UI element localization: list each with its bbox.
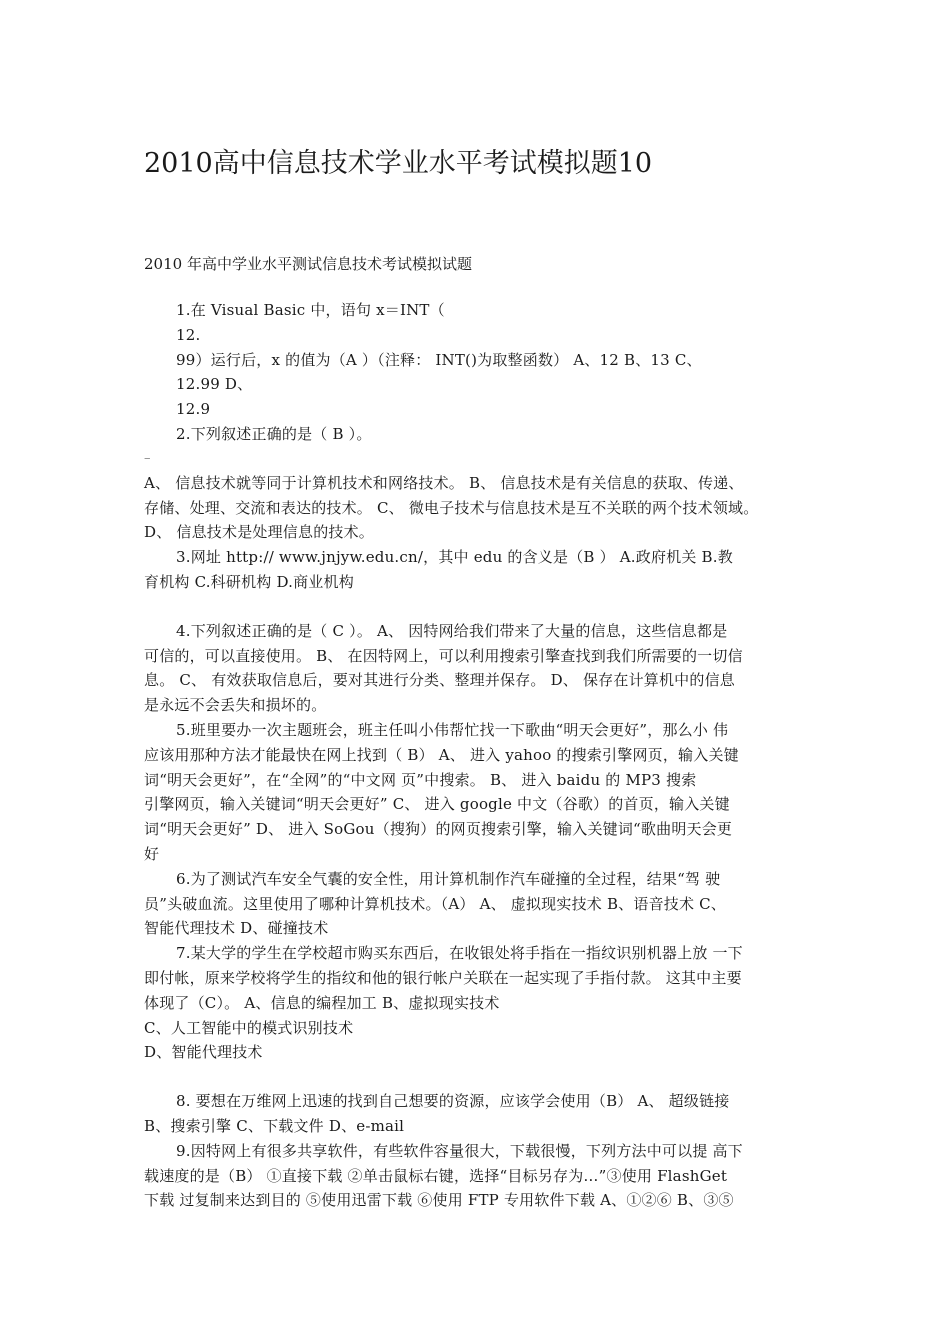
document-subtitle: 2010 年高中学业水平测试信息技术考试模拟试题	[144, 255, 472, 273]
text-line: 12.9	[176, 400, 211, 419]
text-line: 词“明天会更好”，在“全网”的“中文网 页”中搜索。 B、 进入 baidu 的 MP3 搜索	[144, 770, 697, 789]
text-line: 9.因特网上有很多共享软件，有些软件容量很大，下载很慢，下列方法中可以提 高下	[176, 1141, 743, 1160]
text-line: B、搜索引擎 C、下载文件 D、e-mail	[144, 1116, 405, 1135]
text-line: 智能代理技术 D、碰撞技术	[144, 919, 329, 938]
text-line: 体现了（C）。 A、信息的编程加工 B、虚拟现实技术	[144, 993, 500, 1012]
text-line: D、智能代理技术	[144, 1043, 263, 1062]
text-line: 存储、处理、交流和表达的技术。 C、 微电子技术与信息技术是互不关联的两个技术领域。	[144, 498, 759, 517]
text-line: 息。 C、 有效获取信息后，要对其进行分类、整理并保存。 D、 保存在计算机中的信息	[144, 671, 735, 690]
text-line: 载速度的是（B） ①直接下载 ②单击鼠标右键，选择“目标另存为…”③使用 FlashGet	[144, 1166, 728, 1185]
text-line: 8. 要想在万维网上迅速的找到自己想要的资源，应该学会使用（B） A、 超级链接	[176, 1092, 730, 1111]
text-line: C、人工智能中的模式识别技术	[144, 1018, 354, 1037]
text-line: 应该用那种方法才能最快在网上找到（ B） A、 进入 yahoo 的搜索引擎网页，输入关键	[144, 745, 739, 764]
document-title: 2010高中信息技术学业水平考试模拟题10	[144, 148, 653, 179]
text-line: 2.下列叙述正确的是（ B ）。	[176, 424, 372, 443]
text-line: 好	[144, 844, 160, 863]
text-line: 7.某大学的学生在学校超市购买东西后，在收银处将手指在一指纹识别机器上放 一下	[176, 944, 743, 963]
text-line: 员”头破血流。这里使用了哪种计算机技术。（A） A、 虚拟现实技术 B、语音技术 C、	[144, 894, 727, 913]
text-line: 12.99 D、	[176, 375, 253, 394]
question-body	[144, 298, 812, 1213]
text-line: 是永远不会丢失和损坏的。	[144, 696, 327, 715]
text-line: 育机构 C.科研机构 D.商业机构	[144, 572, 354, 591]
text-line: D、 信息技术是处理信息的技术。	[144, 523, 374, 542]
paragraph-gap	[144, 595, 812, 619]
paragraph-gap	[144, 1065, 812, 1089]
separator-mark: –	[144, 450, 151, 466]
text-line: 词“明天会更好” D、 进入 SoGou（搜狗）的网页搜索引擎，输入关键词“歌曲明天会更	[144, 820, 733, 839]
text-line: 12.	[176, 325, 201, 344]
text-line: 6.为了测试汽车安全气囊的安全性，用计算机制作汽车碰撞的全过程，结果“驾 驶	[176, 869, 721, 888]
text-line: 即付帐，原来学校将学生的指纹和他的银行帐户关联在一起实现了手指付款。 这其中主要	[144, 968, 742, 987]
text-line: 3.网址 http:// www.jnjyw.edu.cn/，其中 edu 的含义是（B ） A.政府机关 B.教	[176, 548, 733, 567]
text-line: 1.在 Visual Basic 中，语句 x＝INT（	[176, 301, 445, 319]
text-line: 可信的，可以直接使用。 B、 在因特网上，可以利用搜索引擎查找到我们所需要的一切信	[144, 646, 743, 665]
text-line: 下载 过复制来达到目的 ⑤使用迅雷下载 ⑥使用 FTP 专用软件下载 A、①②⑥ B、③⑤	[144, 1191, 734, 1210]
text-line: 99）运行后，x 的值为（A ）（注释： INT()为取整函数） A、12 B、13 C、	[176, 350, 702, 369]
text-line: 4.下列叙述正确的是（ C ）。 A、 因特网给我们带来了大量的信息，这些信息都是	[176, 621, 728, 640]
text-line: 引擎网页，输入关键词“明天会更好” C、 进入 google 中文（谷歌）的首页，输入关键	[144, 795, 730, 814]
text-line: A、 信息技术就等同于计算机技术和网络技术。 B、 信息技术是有关信息的获取、传递、	[144, 473, 744, 492]
text-line: 5.班里要办一次主题班会，班主任叫小伟帮忙找一下歌曲“明天会更好”，那么小 伟	[176, 720, 729, 739]
